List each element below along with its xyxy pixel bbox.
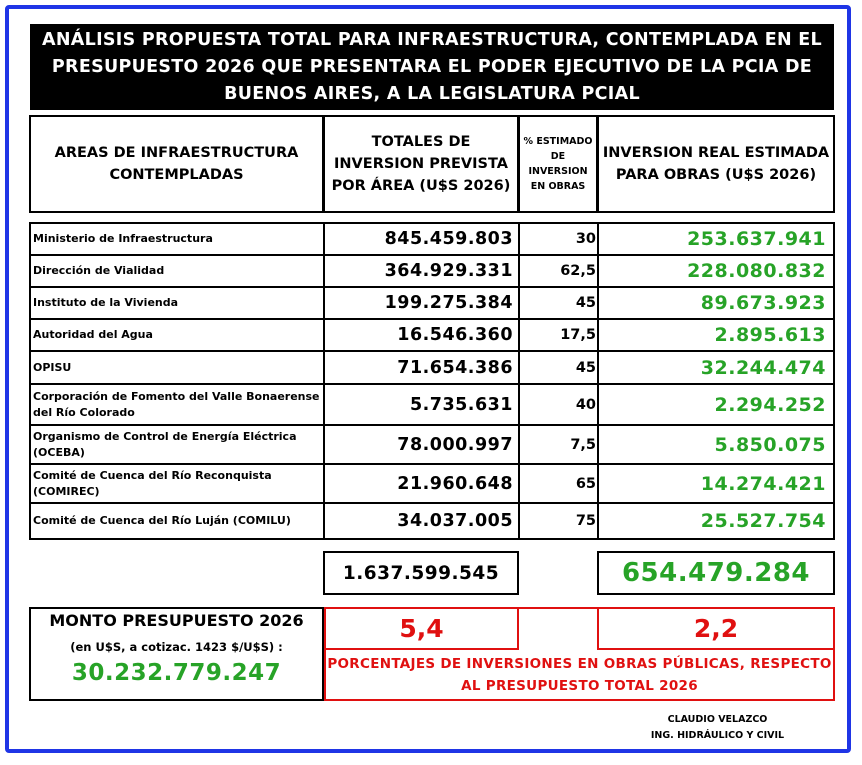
row-area-label: Dirección de Vialidad	[33, 264, 165, 277]
row-total-value: 16.546.360	[397, 325, 513, 345]
row-percent-value: 65	[575, 475, 596, 492]
budget-value: 30.232.779.247	[71, 660, 282, 686]
row-percent-value: 17,5	[560, 327, 596, 343]
row-area-label: Autoridad del Agua	[33, 328, 153, 341]
row-total-value: 364.929.331	[384, 261, 513, 281]
row-total-value: 845.459.803	[384, 229, 513, 249]
row-total-value: 71.654.386	[397, 357, 513, 378]
budget-title: MONTO PRESUPUESTO 2026	[49, 611, 304, 630]
row-percent-value: 45	[575, 359, 596, 376]
row-investment-value: 228.080.832	[687, 260, 826, 282]
header-total: TOTALES DE INVERSION PREVISTA POR ÁREA (U$S 2026)	[323, 115, 519, 213]
header-percent: % ESTIMADO DE INVERSION EN OBRAS	[518, 115, 598, 213]
row-total-value: 78.000.997	[397, 434, 513, 455]
row-area-label: Ministerio de Infraestructura	[33, 232, 213, 245]
page-title: ANÁLISIS PROPUESTA TOTAL PARA INFRAESTRUCTURA, CONTEMPLADA EN EL PRESUPUESTO 2026 QUE PRESENTARA EL PODER EJECUTIVO DE LA PCIA DE BUENOS AIRES, A LA LEGISLATURA PCIAL	[30, 24, 834, 110]
percentages-caption: PORCENTAJES DE INVERSIONES EN OBRAS PÚBLICAS, RESPECTO AL PRESUPUESTO TOTAL 2026	[327, 656, 832, 694]
row-total-value: 34.037.005	[397, 511, 513, 531]
row-total-value: 199.275.384	[384, 293, 513, 313]
row-investment-value: 253.637.941	[687, 228, 826, 250]
row-area-label: OPISU	[33, 360, 72, 374]
header-investment: INVERSION REAL ESTIMADA PARA OBRAS (U$S 2026)	[597, 115, 835, 213]
grand-total-investment: 1.637.599.545	[323, 551, 519, 595]
row-investment-value: 5.850.075	[714, 433, 826, 456]
signature	[600, 712, 835, 744]
signature-name: CLAUDIO VELAZCO	[667, 714, 768, 725]
row-percent-value: 7,5	[570, 436, 596, 453]
row-percent-value: 62,5	[560, 263, 596, 279]
row-percent-value: 75	[575, 513, 596, 529]
header-area: AREAS DE INFRAESTRUCTURA CONTEMPLADAS	[29, 115, 324, 213]
row-percent-value: 45	[575, 295, 596, 311]
row-area-label: Comité de Cuenca del Río Luján (COMILU)	[33, 514, 291, 527]
row-investment-value: 32.244.474	[700, 356, 826, 379]
budget-subtitle: (en U$S, a cotizac. 1423 $/U$S) :	[70, 640, 283, 654]
total-percentage: 5,4	[324, 607, 519, 650]
budget-box	[29, 607, 324, 701]
investment-percentage: 2,2	[597, 607, 835, 650]
row-percent-value: 30	[575, 231, 596, 247]
row-total-value: 5.735.631	[409, 394, 513, 415]
row-total-value: 21.960.648	[397, 473, 513, 494]
signature-role: ING. HIDRÁULICO Y CIVIL	[650, 730, 785, 741]
row-area-label: Corporación de Fomento del Valle Bonaerense del Río Colorado	[33, 389, 320, 419]
row-area-label: Comité de Cuenca del Río Reconquista (COMIREC)	[33, 468, 272, 498]
row-investment-value: 2.294.252	[714, 393, 826, 416]
row-percent-value: 40	[575, 396, 596, 413]
row-investment-value: 14.274.421	[700, 472, 826, 495]
row-investment-value: 25.527.754	[700, 510, 826, 532]
row-area-label: Organismo de Control de Energía Eléctrica (OCEBA)	[33, 429, 297, 459]
row-investment-value: 2.895.613	[714, 324, 826, 346]
grand-total-real-investment: 654.479.284	[597, 551, 835, 595]
row-investment-value: 89.673.923	[700, 292, 826, 314]
row-area-label: Instituto de la Vivienda	[33, 296, 179, 309]
